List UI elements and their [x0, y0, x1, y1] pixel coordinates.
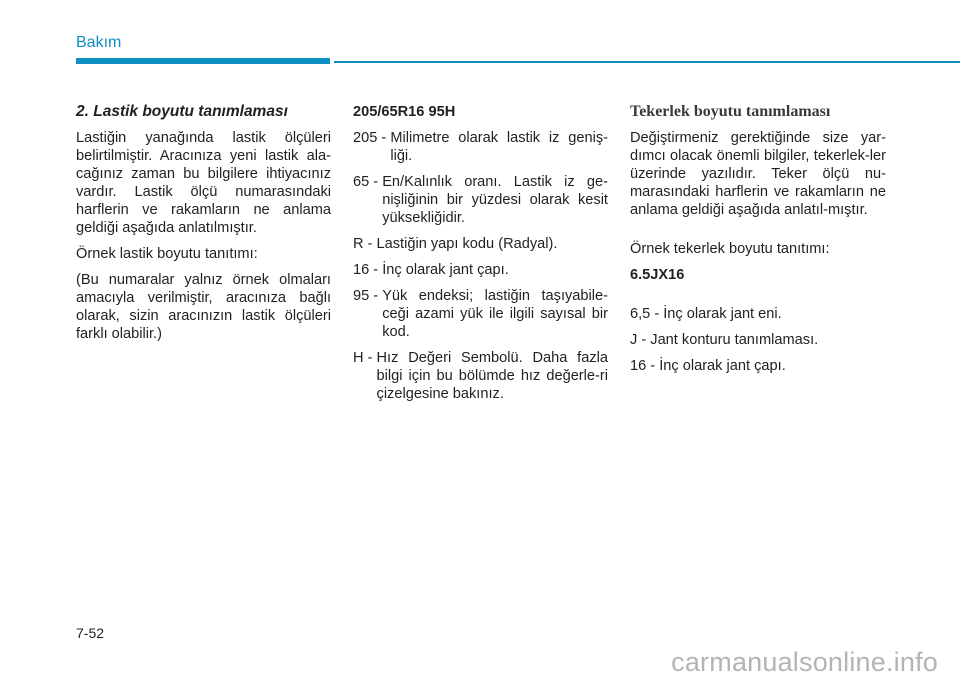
column-tire-code [353, 103, 608, 411]
definition-key: 205 - [353, 130, 391, 146]
definition-key: 65 - [353, 174, 383, 190]
paragraph: (Bu numaralar yalnız örnek olmaları amacıyla verilmiştir, aracınıza bağlı olarak, sizin aracınızın lastik ölçüleri farklı olabilir.) [76, 272, 331, 342]
definition-value: Hız Değeri Sembolü. Daha fazla bilgi için bu bölümde hız değerle-ri çizelgesine bakınız. [376, 350, 608, 402]
page-number: 7-52 [76, 625, 105, 641]
section-heading: Tekerlek boyutu tanımlaması [630, 103, 831, 120]
spacer [630, 292, 886, 305]
definition-item [353, 173, 608, 227]
definition-value: Milimetre olarak lastik iz geniş-liği. [390, 130, 608, 164]
definition-value: İnç olarak jant çapı. [382, 262, 509, 278]
wheel-code: 6.5JX16 [630, 267, 685, 283]
paragraph: Lastiğin yanağında lastik ölçüleri belirtilmiştir. Aracınıza yeni lastik ala-cağınız zaman bu bilgilere ihtiyacınız vardır. Lastik ölçü numarasındaki harflerin ve rakamların ne anlama geldiği aşağıda anlatılmıştır. [76, 130, 331, 236]
definition-item [353, 261, 608, 279]
header-rule-thick [76, 58, 330, 64]
wheel-line: J - Jant konturu tanımlaması. [630, 332, 819, 348]
definition-item [353, 349, 608, 403]
tire-code-heading: 205/65R16 95H [353, 104, 456, 120]
wheel-line: 6,5 - İnç olarak jant eni. [630, 306, 782, 322]
column-wheel-size [630, 103, 886, 383]
column-tire-size [76, 103, 331, 351]
definition-item [353, 235, 608, 253]
paragraph: Örnek tekerlek boyutu tanıtımı: [630, 241, 830, 257]
definition-item [353, 287, 608, 341]
spacer [630, 227, 886, 240]
definition-key: R - [353, 236, 377, 252]
section-title: Bakım [76, 34, 122, 51]
definition-value: Lastiğin yapı kodu (Radyal). [376, 236, 558, 252]
header-rule-thin [334, 61, 960, 63]
definition-value: Yük endeksi; lastiğin taşıyabile-ceği azami yük ile ilgili sayısal bir kod. [382, 288, 608, 340]
wheel-line: 16 - İnç olarak jant çapı. [630, 358, 786, 374]
definition-item [353, 129, 608, 165]
definition-value: En/Kalınlık oranı. Lastik iz ge-nişliğinin bir yüzdesi olarak kesit yüksekliğidir. [382, 174, 608, 226]
watermark: carmanualsonline.info [671, 647, 938, 677]
paragraph: Örnek lastik boyutu tanıtımı: [76, 246, 258, 262]
definition-key: 95 - [353, 288, 383, 304]
definition-key: H - [353, 350, 377, 366]
section-heading: 2. Lastik boyutu tanımlaması [76, 103, 288, 120]
definition-key: 16 - [353, 262, 383, 278]
paragraph: Değiştirmeniz gerektiğinde size yar-dımcı olacak önemli bilgiler, tekerlek-ler üzerinde yazılıdır. Teker ölçü nu-marasındaki harflerin ve rakamların ne anlama geldiği aşağıda anlatıl-mıştır. [630, 130, 886, 218]
